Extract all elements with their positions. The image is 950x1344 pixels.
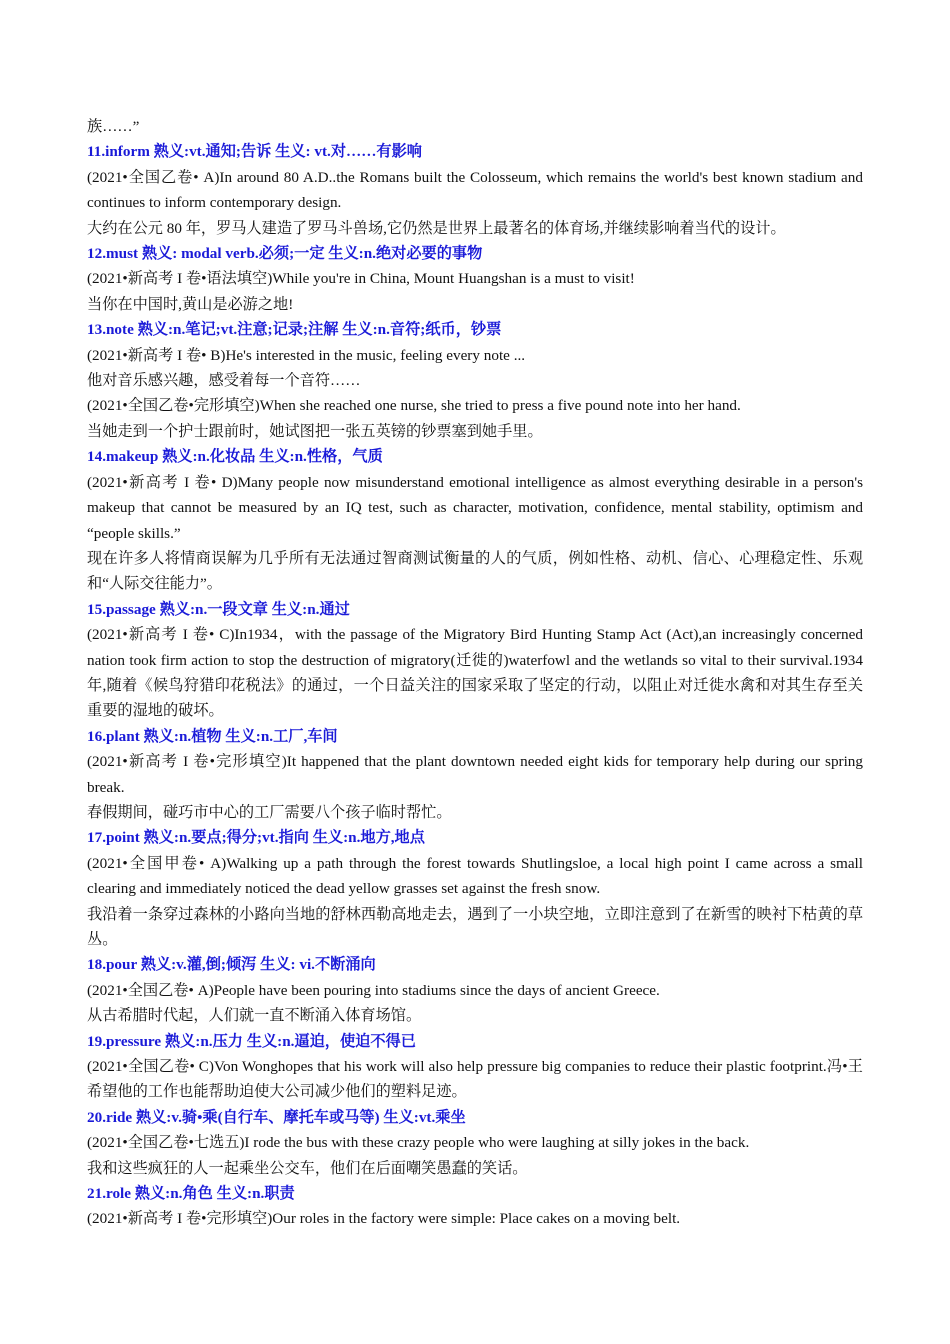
- entry-heading: 11.inform 熟义:vt.通知;告诉 生义: vt.对……有影响: [87, 143, 422, 161]
- example-sentence: (2021•全国乙卷• A)People have been pouring into stadiums since the days of ancient Greece.: [87, 981, 660, 999]
- vocab-entry-16: [87, 724, 863, 826]
- vocab-entry-11: [87, 139, 863, 241]
- translation: 当你在中国时,黄山是必游之地!: [87, 295, 294, 313]
- example-sentence: (2021•新高考 I 卷•完形填空)Our roles in the factory were simple: Place cakes on a moving belt.: [87, 1210, 681, 1228]
- example-sentence: (2021•全国甲卷• A)Walking up a path through the forest towards Shutlingsloe, a local high point I came across a small clearing and immediately noticed the dead yellow grasses set against the fresh snow.: [87, 854, 863, 898]
- example-sentence: (2021•新高考 I 卷• D)Many people now misunderstand emotional intelligence as almost everything desirable in a person's makeup that cannot be measured by an IQ test, such as character, motivation, confidence, mental stability, optimism and “people skills.”: [87, 473, 863, 542]
- vocab-entry-14: [87, 444, 863, 596]
- translation: 大约在公元 80 年，罗马人建造了罗马斗兽场,它仍然是世界上最著名的体育场,并继续影响着当代的设计。: [87, 219, 786, 237]
- entry-heading: 17.point 熟义:n.要点;得分;vt.指向 生义:n.地方,地点: [87, 829, 425, 847]
- vocab-entry-17: [87, 825, 863, 952]
- translation: 当她走到一个护士跟前时，她试图把一张五英镑的钞票塞到她手里。: [87, 422, 543, 440]
- example-sentence: (2021•全国乙卷•七选五)I rode the bus with these crazy people who were laughing at silly jokes in the back.: [87, 1134, 750, 1152]
- example-sentence: (2021•新高考 I 卷• B)He's interested in the music, feeling every note ...: [87, 346, 526, 364]
- example-sentence: (2021•全国乙卷•完形填空)When she reached one nurse, she tried to press a five pound note into her hand.: [87, 397, 741, 415]
- document-page: [87, 114, 863, 1232]
- intro-fragment: 族……”: [87, 118, 140, 135]
- entry-heading: 19.pressure 熟义:n.压力 生义:n.逼迫，使迫不得已: [87, 1032, 416, 1050]
- example-sentence: (2021•新高考 I 卷• C)In1934，with the passage of the Migratory Bird Hunting Stamp Act (Act),an increasingly concerned nation took firm action to stop the destruction of migratory(迁徙的)waterfowl and the wetlands so vital to their survival.1934 年,随着《候鸟狩猎印花税法》的通过，一个日益关注的国家采取了坚定的行动，以阻止对迁徙水禽和对其生存至关重要的湿地的破坏。: [87, 626, 863, 720]
- example-sentence: (2021•全国乙卷• C)Von Wonghopes that his work will also help pressure big companies to reduce their plastic footprint.冯•王希望他的工作也能帮助迫使大公司减少他们的塑料足迹。: [87, 1058, 863, 1101]
- example-sentence: (2021•全国乙卷• A)In around 80 A.D..the Romans built the Colosseum, which remains the world's best known stadium and continues to inform contemporary design.: [87, 168, 863, 212]
- entry-heading: 13.note 熟义:n.笔记;vt.注意;记录;注解 生义:n.音符;纸币，钞票: [87, 321, 502, 339]
- translation: 他对音乐感兴趣，感受着每一个音符……: [87, 372, 361, 390]
- translation: 我和这些疯狂的人一起乘坐公交车，他们在后面嘲笑愚蠢的笑话。: [87, 1159, 528, 1177]
- vocab-entry-13: [87, 317, 863, 444]
- vocab-entry-15: [87, 597, 863, 724]
- vocab-entry-21: [87, 1181, 863, 1232]
- translation: 现在许多人将情商误解为几乎所有无法通过智商测试衡量的人的气质，例如性格、动机、信心、心理稳定性、乐观和“人际交往能力”。: [87, 549, 863, 593]
- entry-heading: 15.passage 熟义:n.一段文章 生义:n.通过: [87, 600, 350, 618]
- entry-heading: 20.ride 熟义:v.骑•乘(自行车、摩托车或马等) 生义:vt.乘坐: [87, 1108, 466, 1126]
- entry-heading: 14.makeup 熟义:n.化妆品 生义:n.性格，气质: [87, 448, 383, 466]
- vocab-entry-20: [87, 1105, 863, 1181]
- vocab-entry-18: [87, 952, 863, 1028]
- entry-heading: 12.must 熟义: modal verb.必须;一定 生义:n.绝对必要的事物: [87, 245, 483, 263]
- entry-heading: 16.plant 熟义:n.植物 生义:n.工厂,车间: [87, 727, 338, 745]
- example-sentence: (2021•新高考 I 卷•语法填空)While you're in China, Mount Huangshan is a must to visit!: [87, 270, 635, 288]
- translation: 春假期间，碰巧市中心的工厂需要八个孩子临时帮忙。: [87, 803, 452, 821]
- entry-heading: 18.pour 熟义:v.灌,倒;倾泻 生义: vi.不断涌向: [87, 956, 376, 974]
- translation: 从古希腊时代起，人们就一直不断涌入体育场馆。: [87, 1007, 422, 1025]
- entry-heading: 21.role 熟义:n.角色 生义:n.职责: [87, 1185, 295, 1203]
- example-sentence: (2021•新高考 I 卷•完形填空)It happened that the plant downtown needed eight kids for temporary help during our spring break.: [87, 753, 863, 796]
- vocab-entry-12: [87, 241, 863, 317]
- vocab-entry-19: [87, 1029, 863, 1105]
- translation: 我沿着一条穿过森林的小路向当地的舒林西勒高地走去，遇到了一小块空地，立即注意到了在新雪的映衬下枯黄的草丛。: [87, 905, 863, 948]
